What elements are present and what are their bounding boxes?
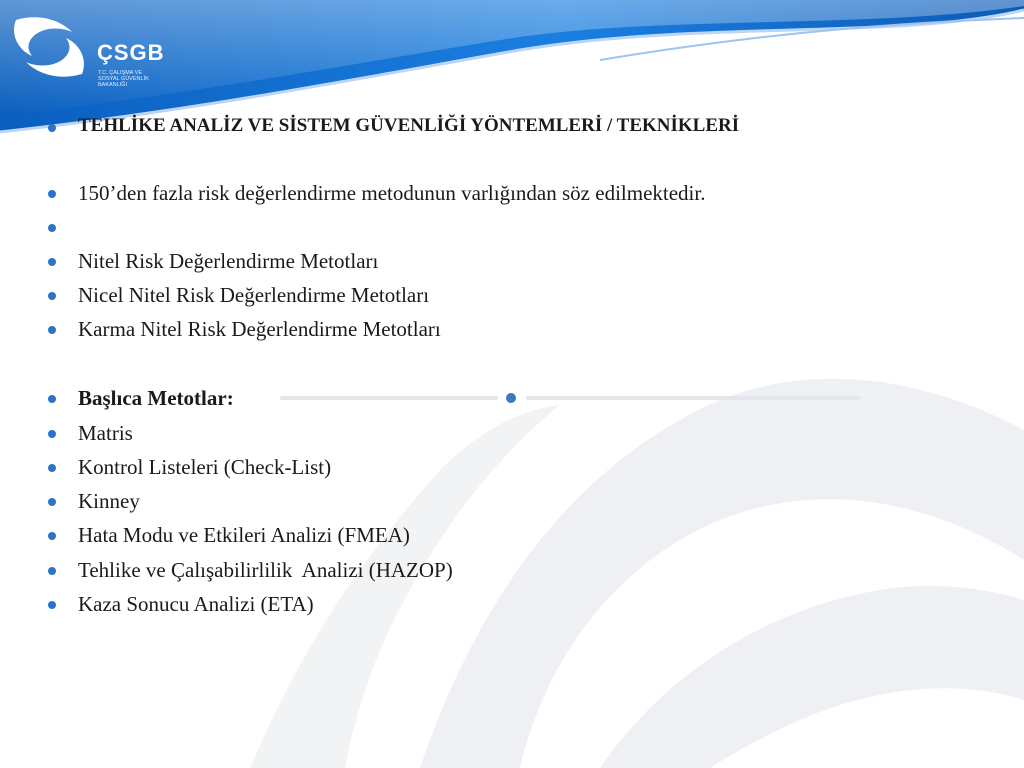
logo-title: ÇSGB (97, 40, 165, 65)
bullet-dot-icon (48, 292, 56, 300)
list-item (48, 592, 1008, 618)
list-item (48, 558, 1008, 584)
list-item (48, 249, 1008, 275)
list-item (48, 317, 1008, 343)
list-item-text: Başlıca Metotlar: (78, 386, 234, 410)
list-item (48, 489, 1008, 515)
list-item-text: Tehlike ve Çalışabilirlilik Analizi (HAZOP) (78, 558, 453, 582)
bullet-dot-icon (48, 601, 56, 609)
bullet-dot-icon (48, 224, 56, 232)
list-item (48, 421, 1008, 447)
list-item-subheading (48, 386, 1008, 412)
list-item-text: Hata Modu ve Etkileri Analizi (FMEA) (78, 523, 410, 547)
bullet-dot-icon (48, 326, 56, 334)
list-item-text: Nitel Risk Değerlendirme Metotları (78, 249, 379, 273)
list-item (48, 283, 1008, 309)
logo-subtitle-line: BAKANLIĞI (98, 82, 128, 88)
list-item-text: Kinney (78, 489, 140, 513)
list-item-text: Matris (78, 421, 133, 445)
bullet-dot-icon (48, 464, 56, 472)
list-item-empty (48, 215, 1008, 241)
list-item (48, 523, 1008, 549)
bullet-dot-icon (48, 258, 56, 266)
list-item-text: Kaza Sonucu Analizi (ETA) (78, 592, 314, 616)
bullet-dot-icon (48, 498, 56, 506)
bullet-dot-icon (48, 395, 56, 403)
bullet-dot-icon (48, 124, 56, 132)
logo-subtitle-line: T.C. ÇALIŞMA VE (98, 70, 143, 76)
list-item-text: TEHLİKE ANALİZ VE SİSTEM GÜVENLİĞİ YÖNTEMLERİ / TEKNİKLERİ (78, 115, 740, 136)
bullet-dot-icon (48, 430, 56, 438)
list-item (48, 455, 1008, 481)
bullet-dot-icon (48, 532, 56, 540)
list-item-text: Nicel Nitel Risk Değerlendirme Metotları (78, 283, 430, 307)
list-item (48, 181, 1008, 207)
list-item-heading (48, 115, 1008, 141)
list-item-text: 150’den fazla risk değerlendirme metodunun varlığından söz edilmektedir. (78, 181, 706, 205)
bullet-dot-icon (48, 190, 56, 198)
bullet-dot-icon (48, 567, 56, 575)
list-item-text: Kontrol Listeleri (Check-List) (78, 455, 332, 479)
logo-subtitle-line: SOSYAL GÜVENLİK (98, 76, 149, 82)
list-item-text: Karma Nitel Risk Değerlendirme Metotları (78, 317, 441, 341)
